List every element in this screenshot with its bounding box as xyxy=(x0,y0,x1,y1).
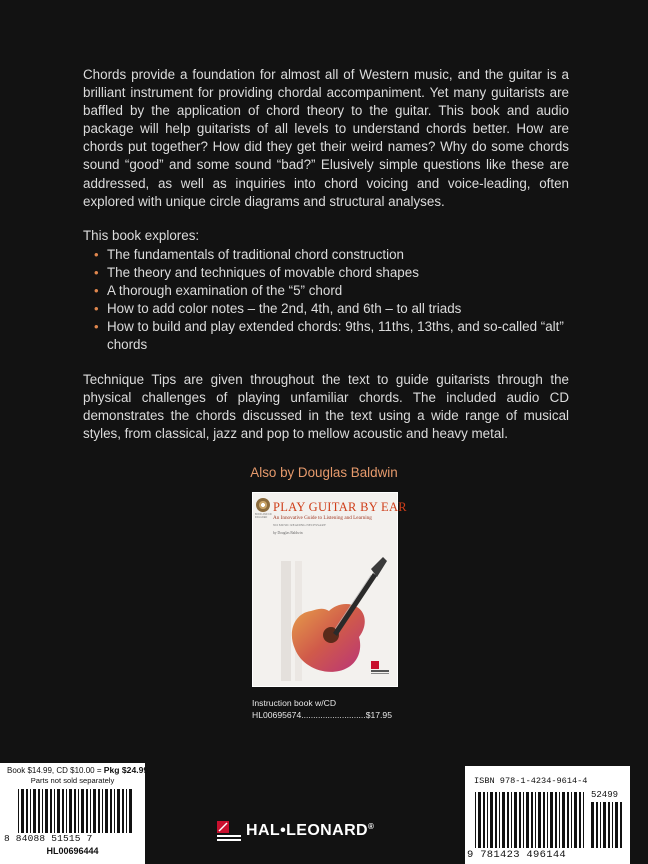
caption-leader-dots: ........................... xyxy=(301,710,366,720)
cover-series: NO MUSIC READING NECESSARY xyxy=(273,523,327,527)
cover-subtitle: An Innovative Guide to Listening and Learning xyxy=(273,515,372,521)
trademark-mark: ® xyxy=(368,822,375,831)
caption-product-code: HL00695674 xyxy=(252,710,302,720)
caption-price: $17.95 xyxy=(365,710,392,720)
upc-barcode-icon xyxy=(18,789,132,833)
product-code: HL00696444 xyxy=(46,846,99,856)
cover-title: PLAY GUITAR BY EAR xyxy=(273,500,407,514)
list-item-text: The theory and techniques of movable chord shapes xyxy=(107,265,419,280)
list-item xyxy=(94,318,574,354)
isbn-barcode-digits: 9 781423 496144 xyxy=(467,849,567,861)
list-item xyxy=(94,300,574,318)
also-by-heading: Also by Douglas Baldwin xyxy=(250,465,398,480)
upc-digits: 8 84088 51515 7 xyxy=(4,833,93,844)
addon-barcode-icon xyxy=(591,802,625,848)
list-item-text: How to add color notes – the 2nd, 4th, and 6th – to all triads xyxy=(107,301,462,316)
list-item-text: How to build and play extended chords: 9ths, 11ths, 13ths, and so-called “alt” chords xyxy=(107,319,564,352)
price-breakdown xyxy=(7,765,148,775)
isbn-number: ISBN 978-1-4234-9614-4 xyxy=(474,776,588,786)
related-book-caption xyxy=(252,697,392,721)
intro-paragraph: Chords provide a foundation for almost all of Western music, and the guitar is a brilliant instrument for providing chordal accompaniment. Yet many guitarists are baffled by the application of chord theory to the guitar. This book and audio package will help guitarists of all levels to understand chords better. How are chords put together? How did they get their weird names? Why do some chords sound “good” and some sound “bad?” Elusively simple questions like these are addressed, as well as inquiries into chord voicing and voice-leading, often explored with unique circle diagrams and structural analyses. xyxy=(83,67,569,209)
isbn-barcode-icon xyxy=(475,792,587,848)
publisher-logo xyxy=(217,821,417,843)
list-item-text: The fundamentals of traditional chord construction xyxy=(107,247,404,262)
bullet-icon: • xyxy=(94,247,99,262)
caption-price-line xyxy=(252,709,392,721)
isbn-addon-digits: 52499 xyxy=(591,790,619,800)
publisher-name-text: HAL•LEONARD xyxy=(246,822,368,839)
explores-list xyxy=(94,246,574,354)
bullet-icon: • xyxy=(94,265,99,280)
explores-heading: This book explores: xyxy=(83,228,200,243)
hal-leonard-mini-logo-icon xyxy=(371,661,389,677)
hal-leonard-logo-icon xyxy=(217,821,241,843)
bullet-icon: • xyxy=(94,301,99,316)
upc-price-label xyxy=(0,763,149,864)
cd-badge-text: BOOK AND CD INCLUDED xyxy=(255,513,272,519)
related-book-cover[interactable] xyxy=(252,492,407,687)
caption-description: Instruction book w/CD xyxy=(252,698,337,708)
parts-note: Parts not sold separately xyxy=(30,776,115,785)
cd-icon xyxy=(256,498,270,512)
list-item-text: A thorough examination of the “5” chord xyxy=(107,283,343,298)
bullet-icon: • xyxy=(94,283,99,298)
price-breakdown-text: Book $14.99, CD $10.00 = xyxy=(7,766,104,775)
package-price: Pkg $24.99 xyxy=(103,765,149,775)
publisher-name xyxy=(246,822,374,840)
technique-tips-paragraph: Technique Tips are given throughout the text to guide guitarists through the physical challenges of playing unfamiliar chords. The included audio CD demonstrates the chords discussed in the text using a wide range of musical styles, from classical, jazz and pop to mellow acoustic and heavy metal. xyxy=(83,372,569,442)
isbn-label xyxy=(465,766,630,864)
list-item xyxy=(94,246,574,264)
list-item xyxy=(94,264,574,282)
bullet-icon: • xyxy=(94,319,99,334)
list-item xyxy=(94,282,574,300)
cover-author: by Douglas Baldwin xyxy=(273,531,303,535)
